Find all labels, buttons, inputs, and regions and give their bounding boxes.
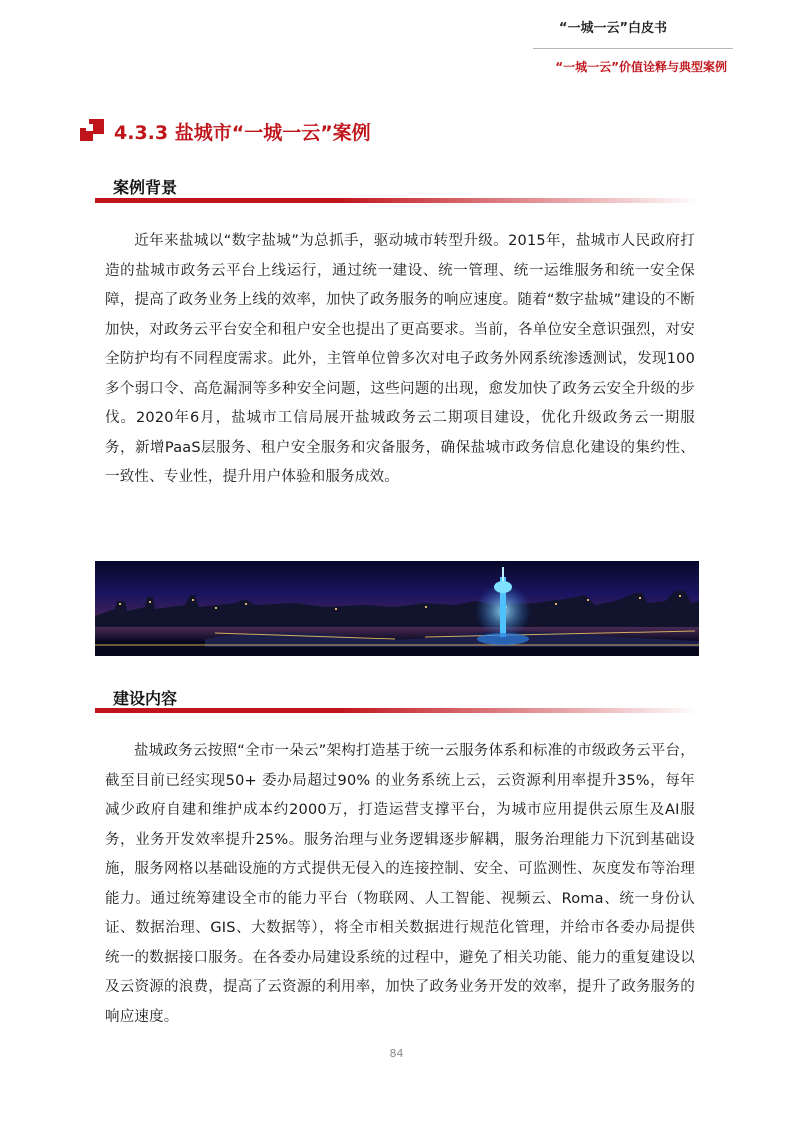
city-night-photo (95, 561, 699, 656)
background-paragraph-text: 近年来盐城以“数字盐城”为总抓手，驱动城市转型升级。2015年，盐城市人民政府打造的盐城市政务云平台上线运行，通过统一建设、统一管理、统一运维服务和统一安全保障，提高了政务业务上线的效率，加快了政务服务的响应速度。随着“数字盐城”建设的不断加快，对政务云平台安全和租户安全也提出了更高要求。当前，各单位安全意识强烈，对安全防护均有不同程度需求。此外，主管单位曾多次对电子政务外网系统渗透测试，发现100多个弱口令、高危漏洞等多种安全问题，这些问题的出现，愈发加快了政务云安全升级的步伐。2020年6月，盐城市工信局展开盐城政务云二期项目建设，优化升级政务云一期服务，新增PaaS层服务、租户安全服务和灾备服务，确保盐城市政务信息化建设的集约性、一致性、专业性，提升用户体验和服务成效。 (105, 233, 695, 485)
section-heading (80, 116, 371, 146)
construction-heading-bar (95, 708, 699, 713)
header-doc-title: “一城一云”白皮书 (558, 21, 667, 36)
construction-heading: 建设内容 (113, 689, 178, 708)
background-heading-bar (95, 198, 699, 203)
construction-paragraph (105, 737, 695, 1032)
header-divider (533, 48, 733, 49)
construction-paragraph-text: 盐城政务云按照“全市一朵云”架构打造基于统一云服务体系和标准的市级政务云平台，截至目前已经实现50+ 委办局超过90% 的业务系统上云，云资源利用率提升35%，每年减少政府自建和维护成本约2000万，打造运营支撑平台，为城市应用提供云原生及AI服务，业务开发效率提升25%。服务治理与业务逻辑逐步解耦，服务治理能力下沉到基础设施，服务网格以基础设施的方式提供无侵入的连接控制、安全、可监测性、灰度发布等治理能力。通过统筹建设全市的能力平台（物联网、人工智能、视频云、Roma、统一身份认证、数据治理、GIS、大数据等），将全市相关数据进行规范化管理，并给市各委办局提供统一的数据接口服务。在各委办局建设系统的过程中，避免了相关功能、能力的重复建设以及云资源的浪费，提高了云资源的利用率，加快了政务业务开发的效率，提升了政务服务的响应速度。 (105, 743, 695, 1025)
page-number: 84 (389, 1047, 404, 1060)
section-title: 4.3.3 盐城市“一城一云”案例 (114, 121, 371, 144)
background-heading: 案例背景 (113, 178, 178, 197)
background-paragraph (105, 227, 695, 493)
section-squares-icon (80, 119, 106, 143)
header-chapter-title: “一城一云”价值诠释与典型案例 (555, 60, 727, 74)
